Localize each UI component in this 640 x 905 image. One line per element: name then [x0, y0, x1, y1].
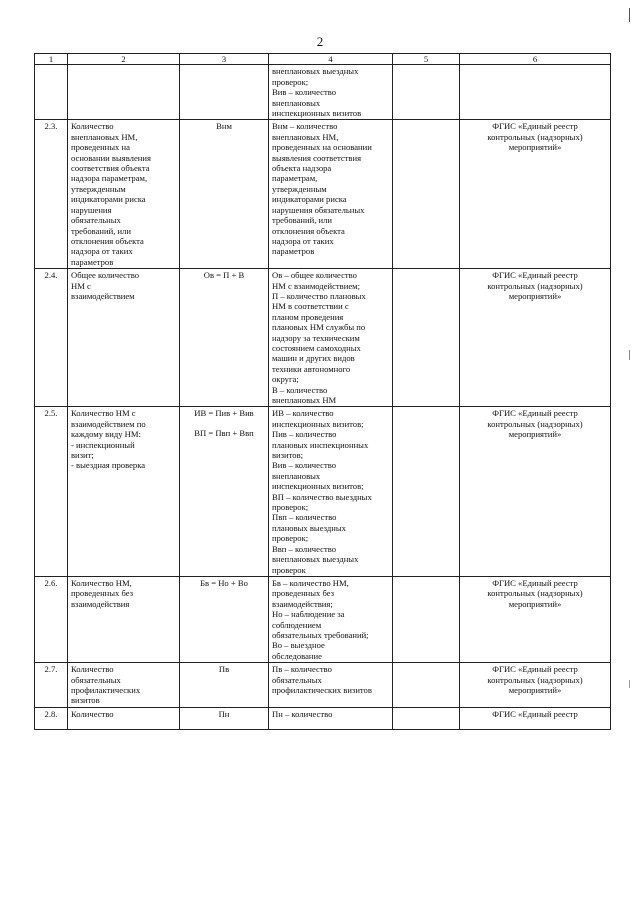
column-5-cell	[393, 663, 460, 708]
description-line: Ов – общее количество	[272, 270, 357, 281]
description-line: обследование	[272, 650, 322, 661]
source-line: мероприятий»	[508, 429, 562, 440]
description-line: внеплановых НМ	[272, 395, 337, 405]
indicator-name-line: индикаторами риска	[71, 194, 146, 205]
description-line: округа;	[272, 374, 299, 385]
formula-description-cell	[269, 407, 393, 577]
description-line: параметрам,	[272, 173, 318, 184]
description-line: отклонения объекта	[272, 225, 345, 236]
indicator-name-line: требований, или	[71, 225, 131, 236]
source-line: мероприятий»	[508, 598, 562, 609]
indicator-name-cell	[68, 576, 180, 662]
indicator-name-line: отклонения объекта	[71, 235, 144, 246]
description-line: состоянием самоходных	[272, 342, 361, 353]
column-5-cell	[393, 65, 460, 120]
description-line: требований, или	[272, 215, 332, 226]
indicator-name-line: визитов	[71, 695, 100, 706]
page-number: 2	[316, 34, 324, 49]
data-source-cell	[460, 120, 611, 269]
indicator-name-line: Количество НМ с	[71, 408, 136, 419]
indicator-name-cell	[68, 269, 180, 407]
indicator-name-line: обязательных	[71, 215, 121, 226]
source-line: ФГИС «Единый реестр	[492, 121, 578, 132]
description-line: Пив – количество	[272, 429, 337, 440]
scan-edge-mark	[629, 680, 630, 688]
description-line: проверок;	[272, 533, 309, 544]
table-row	[35, 120, 611, 269]
description-line: индикаторами риска	[272, 194, 347, 205]
source-line: контрольных (надзорных)	[487, 131, 583, 142]
description-line: проверок;	[272, 76, 309, 87]
source-line: контрольных (надзорных)	[487, 674, 583, 685]
description-line: проведенных на основании	[272, 142, 372, 153]
description-line: взаимодействия;	[272, 598, 333, 609]
description-line: инспекционных визитов;	[272, 418, 364, 429]
indicator-name-line: Общее количество	[71, 270, 139, 281]
column-number-row	[35, 54, 611, 65]
formula-text: Пв	[218, 664, 230, 675]
indicator-name-line: визит;	[71, 450, 94, 461]
formula-text: Внм	[216, 121, 232, 132]
description-line: инспекционных визитов	[272, 108, 362, 119]
column-5-cell	[393, 120, 460, 269]
indicator-name-cell	[68, 407, 180, 577]
column-5-cell	[393, 269, 460, 407]
indicator-name-line: надзора параметрам,	[71, 173, 148, 184]
description-line: надзора от таких	[272, 235, 334, 246]
description-line: плановых выездных	[272, 522, 346, 533]
description-line: Во – выездное	[272, 640, 325, 651]
source-line: мероприятий»	[508, 684, 562, 695]
indicator-name-cell	[68, 120, 180, 269]
source-line: ФГИС «Единый реестр	[492, 408, 578, 419]
description-line: внеплановых НМ,	[272, 131, 339, 142]
description-line: выявления соответствия	[272, 152, 362, 163]
source-line: ФГИС «Единый реестр	[492, 708, 578, 719]
formula-description-cell	[269, 576, 393, 662]
source-line: мероприятий»	[508, 290, 562, 301]
formula-cell	[180, 269, 269, 407]
column-number-header: 3	[180, 54, 269, 65]
source-line: ФГИС «Единый реестр	[492, 270, 578, 281]
description-line: внеплановых выездных	[272, 554, 359, 565]
description-line: обязательных	[272, 674, 322, 685]
indicator-name-line: соответствия объекта	[71, 163, 150, 174]
description-line: нарушения обязательных	[272, 204, 365, 215]
description-line: утвержденным	[272, 183, 327, 194]
description-line: визитов;	[272, 450, 304, 461]
scan-edge-mark	[629, 350, 630, 360]
formula-text: Бв = Но + Во	[200, 577, 248, 588]
formula-cell	[180, 65, 269, 120]
indicator-name-line: Количество НМ,	[71, 577, 132, 588]
formula-text: Пн	[218, 708, 230, 719]
description-line: планом проведения	[272, 311, 344, 322]
description-line: Вив – количество	[272, 87, 337, 98]
formula-text: ИВ = Пив + Вив	[194, 408, 254, 419]
indicator-name-line: - инспекционный	[71, 439, 135, 450]
item-number-cell	[35, 65, 68, 120]
table-row	[35, 407, 611, 577]
indicator-name-line: взаимодействия	[71, 598, 130, 609]
description-line: надзору за техническим	[272, 332, 360, 343]
table-row	[35, 663, 611, 708]
indicator-name-line: обязательных	[71, 674, 121, 685]
description-line: внеплановых	[272, 97, 321, 108]
column-5-cell	[393, 576, 460, 662]
formula-description-cell	[269, 65, 393, 120]
description-line: параметров	[272, 246, 315, 257]
indicator-name-line: профилактических	[71, 684, 141, 695]
data-source-cell	[460, 269, 611, 407]
source-line: мероприятий»	[508, 142, 562, 153]
formula-cell	[180, 407, 269, 577]
description-line: Пн – количество	[272, 708, 333, 719]
description-line: Но – наблюдение за	[272, 609, 345, 620]
description-line: Пв – количество	[272, 664, 332, 675]
indicator-name-line: взаимодействием	[71, 290, 135, 301]
description-line: Вив – количество	[272, 460, 337, 471]
indicator-name-line: надзора от таких	[71, 246, 133, 257]
description-line: внеплановых выездных	[272, 66, 359, 77]
indicator-name-cell	[68, 707, 180, 729]
description-line: проведенных без	[272, 588, 335, 599]
item-number-cell: 2.4.	[35, 269, 68, 407]
table-row	[35, 65, 611, 120]
column-number-header: 6	[460, 54, 611, 65]
formula-cell	[180, 707, 269, 729]
data-source-cell	[460, 576, 611, 662]
formula-cell	[180, 576, 269, 662]
description-line: ИВ – количество	[272, 408, 334, 419]
formula-description-cell	[269, 269, 393, 407]
item-number-cell: 2.7.	[35, 663, 68, 708]
indicator-name-line: нарушения	[71, 204, 112, 215]
formula-cell	[180, 120, 269, 269]
indicator-name-line: Количество	[71, 121, 114, 132]
description-line: инспекционных визитов;	[272, 481, 364, 492]
formula-description-cell	[269, 707, 393, 729]
source-line: контрольных (надзорных)	[487, 588, 583, 599]
data-source-cell	[460, 65, 611, 120]
description-line: проверок	[272, 564, 306, 575]
data-source-cell	[460, 707, 611, 729]
description-line: соблюдением	[272, 619, 322, 630]
item-number-cell: 2.5.	[35, 407, 68, 577]
indicator-name-cell	[68, 65, 180, 120]
column-number-header: 4	[269, 54, 393, 65]
table-row	[35, 707, 611, 729]
description-line: внеплановых	[272, 470, 321, 481]
description-line: Пвп – количество	[272, 512, 337, 523]
description-line: обязательных требований;	[272, 629, 369, 640]
description-line: плановых НМ службы по	[272, 322, 366, 333]
column-number-header: 2	[68, 54, 180, 65]
item-number-cell: 2.6.	[35, 576, 68, 662]
formula-description-cell	[269, 663, 393, 708]
formula-text: Ов = П + В	[203, 270, 245, 281]
indicator-name-line: Количество	[71, 708, 114, 719]
description-line: плановых инспекционных	[272, 439, 369, 450]
description-line: Внм – количество	[272, 121, 338, 132]
indicator-name-line: - выездная проверка	[71, 460, 146, 471]
column-5-cell	[393, 707, 460, 729]
indicator-name-cell	[68, 663, 180, 708]
table-row	[35, 576, 611, 662]
indicator-name-line: внеплановых НМ,	[71, 131, 138, 142]
column-number-header: 1	[35, 54, 68, 65]
indicator-name-line: проведенных на	[71, 142, 130, 153]
item-number-cell: 2.8.	[35, 707, 68, 729]
formula-cell	[180, 663, 269, 708]
indicator-name-line: взаимодействием по	[71, 418, 146, 429]
indicator-name-line: НМ с	[71, 280, 91, 291]
indicator-name-line: каждому виду НМ:	[71, 429, 141, 440]
table-row	[35, 269, 611, 407]
data-source-cell	[460, 663, 611, 708]
description-line: машин и других видов	[272, 353, 355, 364]
source-line: контрольных (надзорных)	[487, 418, 583, 429]
description-line: профилактических визитов	[272, 684, 372, 695]
item-number-cell: 2.3.	[35, 120, 68, 269]
column-number-header: 5	[393, 54, 460, 65]
indicator-name-line: проведенных без	[71, 588, 134, 599]
data-source-cell	[460, 407, 611, 577]
table-body	[35, 65, 611, 730]
column-5-cell	[393, 407, 460, 577]
formula-description-cell	[269, 120, 393, 269]
description-line: П – количество плановых	[272, 290, 366, 301]
scan-edge-mark	[629, 8, 630, 22]
source-line: ФГИС «Единый реестр	[492, 664, 578, 675]
indicators-table	[34, 53, 611, 730]
indicator-name-line: утвержденным	[71, 183, 126, 194]
description-line: В – количество	[272, 384, 328, 395]
source-line: ФГИС «Единый реестр	[492, 577, 578, 588]
description-line: техники автономного	[272, 363, 351, 374]
indicator-name-line: параметров	[71, 256, 114, 267]
source-line: контрольных (надзорных)	[487, 280, 583, 291]
description-line: Бв – количество НМ,	[272, 577, 349, 588]
description-line: ВП – количество выездных	[272, 491, 372, 502]
indicator-name-line: основании выявления	[71, 152, 151, 163]
description-line: НМ с взаимодействием;	[272, 280, 360, 291]
description-line: Ввп – количество	[272, 543, 337, 554]
description-line: проверок;	[272, 502, 309, 513]
description-line: объекта надзора	[272, 163, 332, 174]
description-line: НМ в соответствии с	[272, 301, 349, 312]
formula-text: ВП = Пвп + Ввп	[194, 427, 254, 438]
indicator-name-line: Количество	[71, 664, 114, 675]
